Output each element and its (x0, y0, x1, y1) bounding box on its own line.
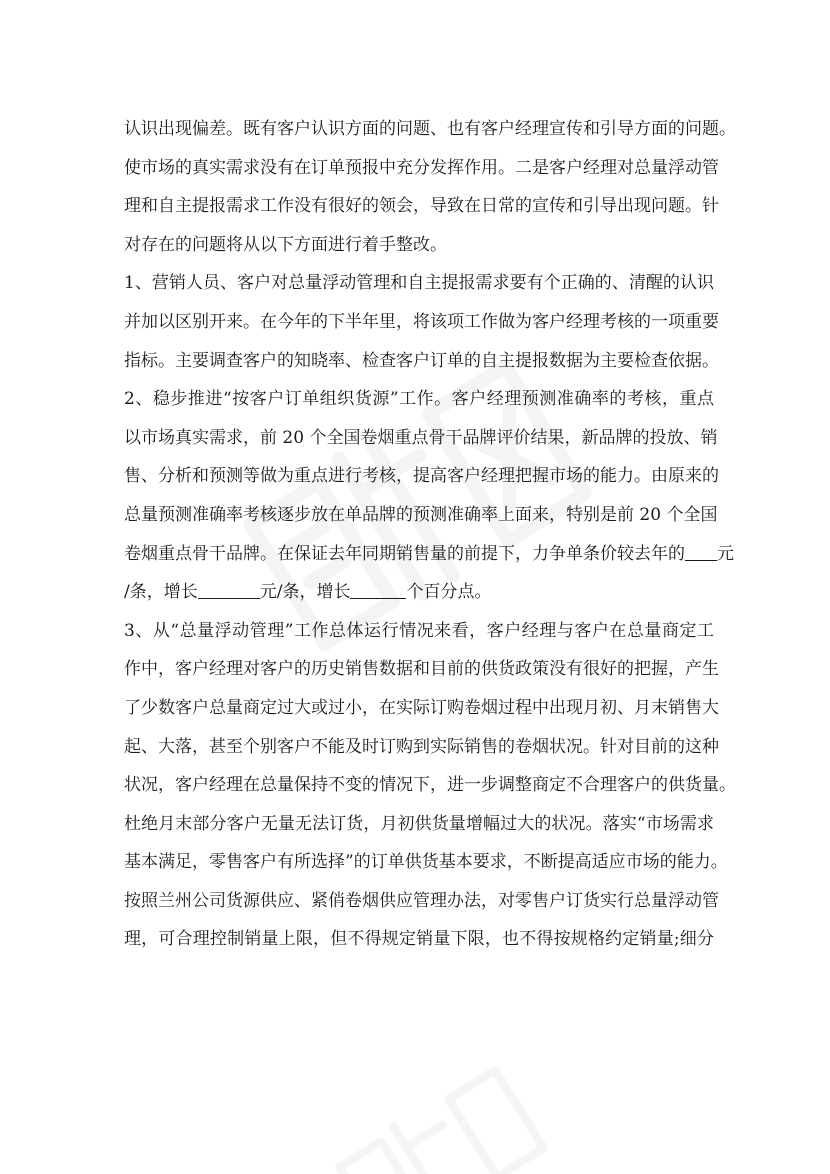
text-line: 总量预测准确率考核逐步放在单品牌的预测准确率上面来，特别是前 20 个全国 (124, 504, 718, 525)
text-line: 了少数客户总量商定过大或过小，在实际订购卷烟过程中出现月初、月末销售大 (124, 697, 719, 718)
paragraph-item-2 (124, 380, 734, 612)
text-line: 2、稳步推进“按客户订单组织货源”工作。客户经理预测准确率的考核，重点 (124, 389, 714, 410)
text-line: 起、大落，甚至个别客户不能及时订购到实际销售的卷烟状况。针对目前的这种 (124, 736, 719, 757)
paragraph-item-3 (124, 612, 736, 959)
paragraph-item-1 (124, 264, 719, 380)
text-segment: 元 (717, 543, 734, 564)
fill-in-blank (350, 581, 406, 599)
fill-in-blank (198, 581, 260, 599)
text-line: 杜绝月末部分客户无量无法订货，月初供货量增幅过大的状况。落实“市场需求 (124, 813, 714, 834)
text-line: 3、从“总量浮动管理”工作总体运行情况来看，客户经理与客户在总量商定工 (124, 620, 714, 641)
text-line: 基本满足，零售客户有所选择”的订单供货基本要求，不断提高适应市场的能力。 (124, 852, 728, 873)
text-line: 认识出现偏差。既有客户认识方面的问题、也有客户经理宣传和引导方面的问题。 (124, 119, 736, 139)
text-segment: 个百分点。 (406, 582, 492, 603)
text-line: 使市场的真实需求没有在订单预报中充分发挥作用。二是客户经理对总量浮动管 (124, 157, 719, 178)
text-line: 状况，客户经理在总量保持不变的情况下，进一步调整商定不合理客户的供货量。 (124, 775, 736, 796)
text-line: 对存在的问题将从以下方面进行着手整改。 (124, 234, 447, 255)
text-segment: /条，增长 (124, 582, 198, 603)
text-line: 并加以区别开来。在今年的下半年里，将该项工作做为客户经理考核的一项重要 (124, 311, 719, 332)
text-line-with-blanks (124, 573, 714, 612)
text-line: 以市场真实需求，前 20 个全国卷烟重点骨干品牌评价结果，新品牌的投放、销 (124, 427, 718, 448)
text-segment: 元/条，增长 (259, 582, 351, 603)
text-line: 1、营销人员、客户对总量浮动管理和自主提报需求要有个正确的、清醒的认识 (124, 273, 714, 294)
text-line: 售、分析和预测等做为重点进行考核，提高客户经理把握市场的能力。由原来的 (124, 466, 719, 487)
text-segment: 卷烟重点骨干品牌。在保证去年同期销售量的前提下，力争单条价较去年的 (124, 543, 685, 564)
text-line: 理，可合理控制销量上限，但不得规定销量下限，也不得按规格约定销量;细分 (124, 929, 714, 950)
text-line: 按照兰州公司货源供应、紧俏卷烟供应管理办法，对零售户订货实行总量浮动管 (124, 890, 719, 911)
fill-in-blank (685, 543, 717, 561)
watermark-logo-bottom (304, 1029, 575, 1174)
text-line: 指标。主要调查客户的知晓率、检查客户订单的自主提报数据为主要检查依据。 (124, 350, 719, 371)
text-line-with-blank (124, 535, 734, 574)
document-body (124, 110, 736, 959)
text-line: 作中，客户经理对客户的历史销售数据和目前的供货政策没有很好的把握，产生 (124, 659, 719, 680)
text-line: 理和自主提报需求工作没有很好的领会，导致在日常的宣传和引导出现问题。针 (124, 196, 719, 217)
paragraph-intro (124, 110, 736, 264)
